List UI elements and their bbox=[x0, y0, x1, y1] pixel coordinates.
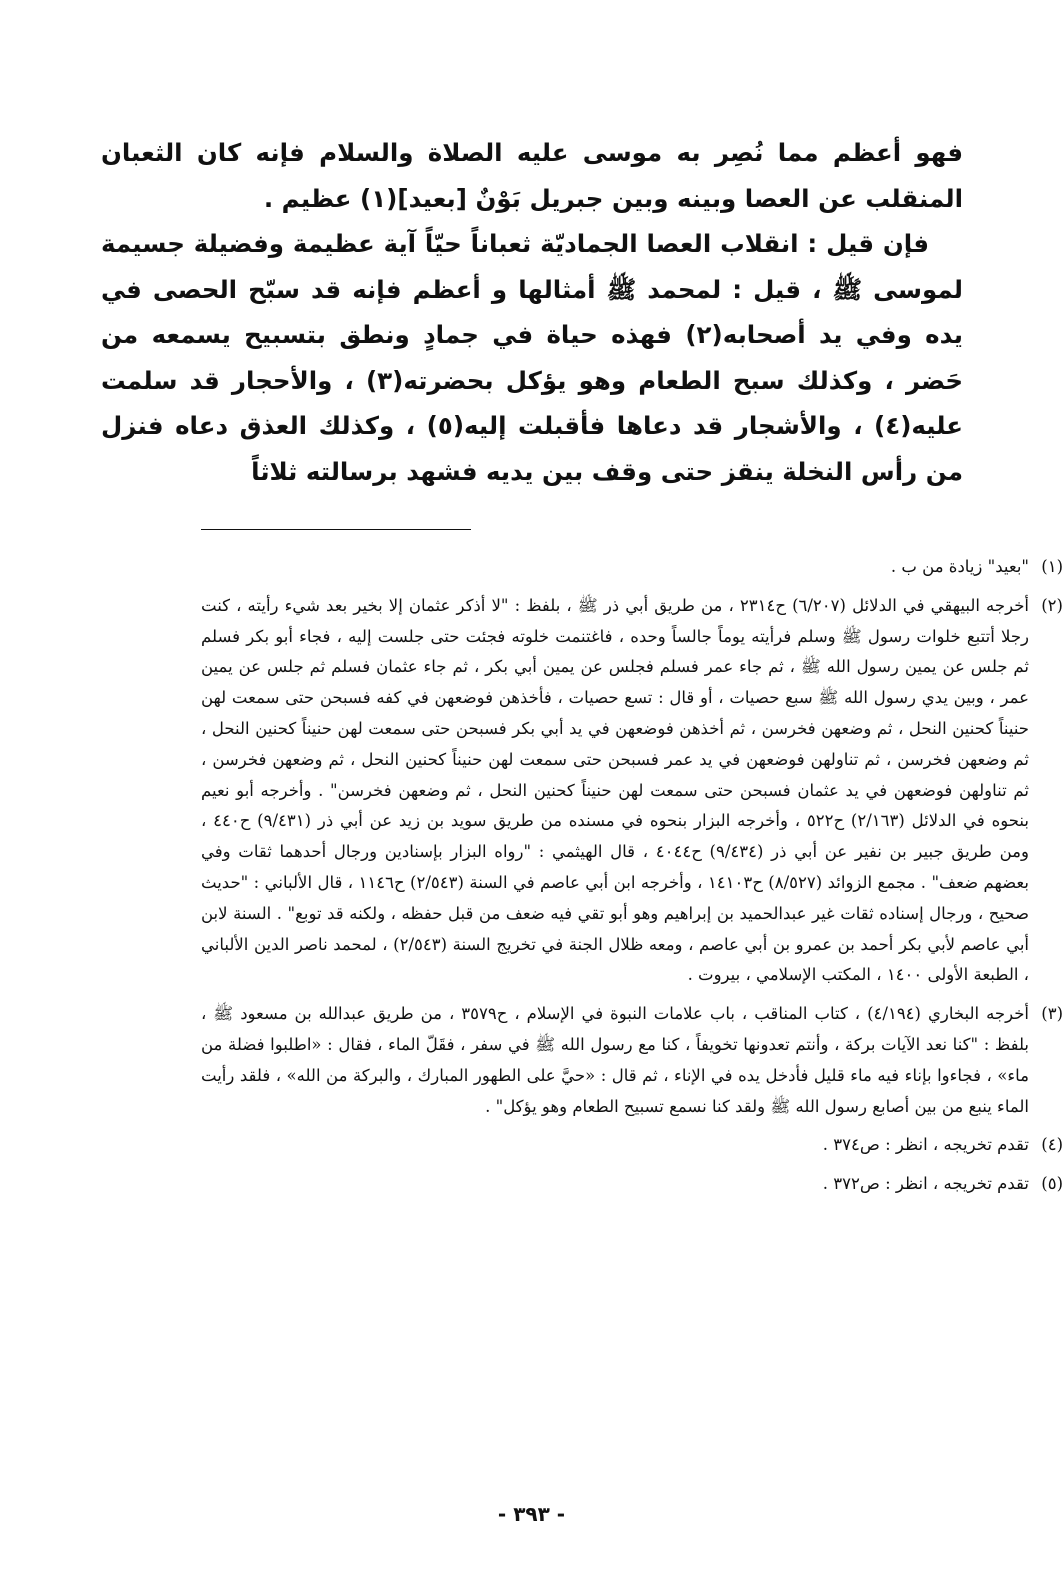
page-number: - ٣٩٣ - bbox=[497, 1502, 566, 1526]
footnote-number: (٥) bbox=[1041, 1174, 1063, 1194]
footnote-4 bbox=[201, 1130, 1063, 1161]
footnote-5 bbox=[201, 1169, 1063, 1200]
footnote-text: أخرجه البيهقي في الدلائل (٦/٢٠٧) ح٢٣١٤ ، من طريق أبي ذر ﷺ ، بلفظ : "لا أذكر عثمان إلا بخير بعد شيء رأيته ، كنت رجلا أتتبع خلوات رسول ﷺ وسلم فرأيته يوماً جالساً وحده ، فاغتنمت خلوته فجئت حتى جلست إليه ، فجاء أبو بكر فسلم ثم جلس عن يمين رسول الله ﷺ ، ثم جاء عمر فسلم فجلس عن يمين أبي بكر ، ثم جاء عثمان فسلم ثم جلس عن يمين عمر ، وبين يدي رسول الله ﷺ سبع حصيات ، أو قال : تسع حصيات ، فأخذهن فوضعهن في كفه فسبحن حتى سمعت لهن حنيناً كحنين النحل ، ثم وضعهن فخرسن ، ثم أخذهن فوضعهن في يد أبي بكر فسبحن حتى سمعت لهن حنيناً كحنين النحل ، ثم وضعهن فخرسن ، ثم تناولهن فوضعهن في يد عمر فسبحن حتى سمعت لهن حنيناً كحنين النحل ، ثم وضعهن فخرسن ، ثم تناولهن فوضعهن في يد عثمان فسبحن حتى سمعت لهن حنيناً كحنين النحل ، ثم وضعهن فخرسن" . وأخرجه أبو نعيم بنحوه في الدلائل (٢/١٦٣) ح٥٢٢ ، وأخرجه البزار بنحوه في مسنده من طريق سويد بن زيد عن أبي ذر (٩/٤٣١) ح٤٤٠ ، ومن طريق جبير بن نفير عن أبي ذر (٩/٤٣٤) ح٤٠٤٤ ، قال الهيثمي : "رواه البزار بإسنادين ورجال أحدهما ثقات وفي بعضهم ضعف" . مجمع الزوائد (٨/٥٢٧) ح١٤١٠٣ ، وأخرجه ابن أبي عاصم في السنة (٢/٥٤٣) ح١١٤٦ ، قال الألباني : "حديث صحيح ، ورجال إسناده ثقات غير عبدالحميد بن إبراهيم وهو أبو تقي فيه ضعف من قبل حفظه ، ولكنه قد توبع" . السنة لابن أبي عاصم لأبي بكر أحمد بن عمرو بن أبي عاصم ، ومعه ظلال الجنة في تخريج السنة (٢/٥٤٣) ، لمحمد ناصر الدين الألباني ، الطبعة الأولى ١٤٠٠ ، المكتب الإسلامي ، بيروت . bbox=[201, 595, 1030, 985]
footnote-3 bbox=[201, 999, 1063, 1122]
footnote-text: تقدم تخريجه ، انظر : ص٣٧٤ . bbox=[822, 1135, 1029, 1155]
paragraph-1: فهو أعظم مما نُصِر به موسى عليه الصلاة والسلام فإنه كان الثعبان المنقلب عن العصا وبينه وبين جبريل بَوْنٌ [بعيد](١) عظيم . bbox=[101, 138, 963, 213]
footnote-number: (٤) bbox=[1041, 1135, 1063, 1155]
footnote-text: أخرجه البخاري (٤/١٩٤) ، كتاب المناقب ، باب علامات النبوة في الإسلام ، ح٣٥٧٩ ، من طريق عبدالله بن مسعود ﷺ ، بلفظ : "كنا نعد الآيات بركة ، وأنتم تعدونها تخويفاً ، كنا مع رسول الله ﷺ في سفر ، فقَلّ الماء ، فقال : «اطلبوا فضلة من ماء» ، فجاءوا بإناء فيه ماء قليل فأدخل يده في الإناء ، ثم قال : «حيَّ على الطهور المبارك ، والبركة من الله» ، فلقد رأيت الماء ينبع من بين أصابع رسول الله ﷺ ولقد كنا نسمع تسبيح الطعام وهو يؤكل" . bbox=[201, 1004, 1029, 1116]
page-body bbox=[101, 130, 963, 494]
separator-line bbox=[201, 529, 471, 530]
footnote-text: تقدم تخريجه ، انظر : ص٣٧٢ . bbox=[822, 1174, 1029, 1194]
footnote-text: "بعيد" زيادة من ب . bbox=[890, 557, 1029, 576]
footnote-1 bbox=[201, 552, 1063, 583]
footnote-number: (٣) bbox=[1041, 1004, 1063, 1024]
main-text bbox=[101, 130, 963, 494]
footnote-separator bbox=[0, 529, 1063, 531]
footnote-number: (٢) bbox=[1041, 595, 1063, 615]
footnote-number: (١) bbox=[1041, 557, 1063, 576]
paragraph-2: فإن قيل : انقلاب العصا الجماديّة ثعباناً حيّاً آية عظيمة وفضيلة جسيمة لموسى ﷺ ، قيل : لمحمد ﷺ أمثالها و أعظم فإنه قد سبّح الحصى في يده وفي يد أصحابه(٢) فهذه حياة في جمادٍ ونطق بتسبيح يسمعه من حَضر ، وكذلك سبح الطعام وهو يؤكل بحضرته(٣) ، والأحجار قد سلمت عليه(٤) ، والأشجار قد دعاها فأقبلت إليه(٥) ، وكذلك العذق دعاه فنزل من رأس النخلة ينقز حتى وقف بين يديه فشهد برسالته ثلاثاً bbox=[101, 229, 964, 486]
footnotes bbox=[201, 552, 1063, 1208]
footnote-2 bbox=[201, 591, 1063, 991]
